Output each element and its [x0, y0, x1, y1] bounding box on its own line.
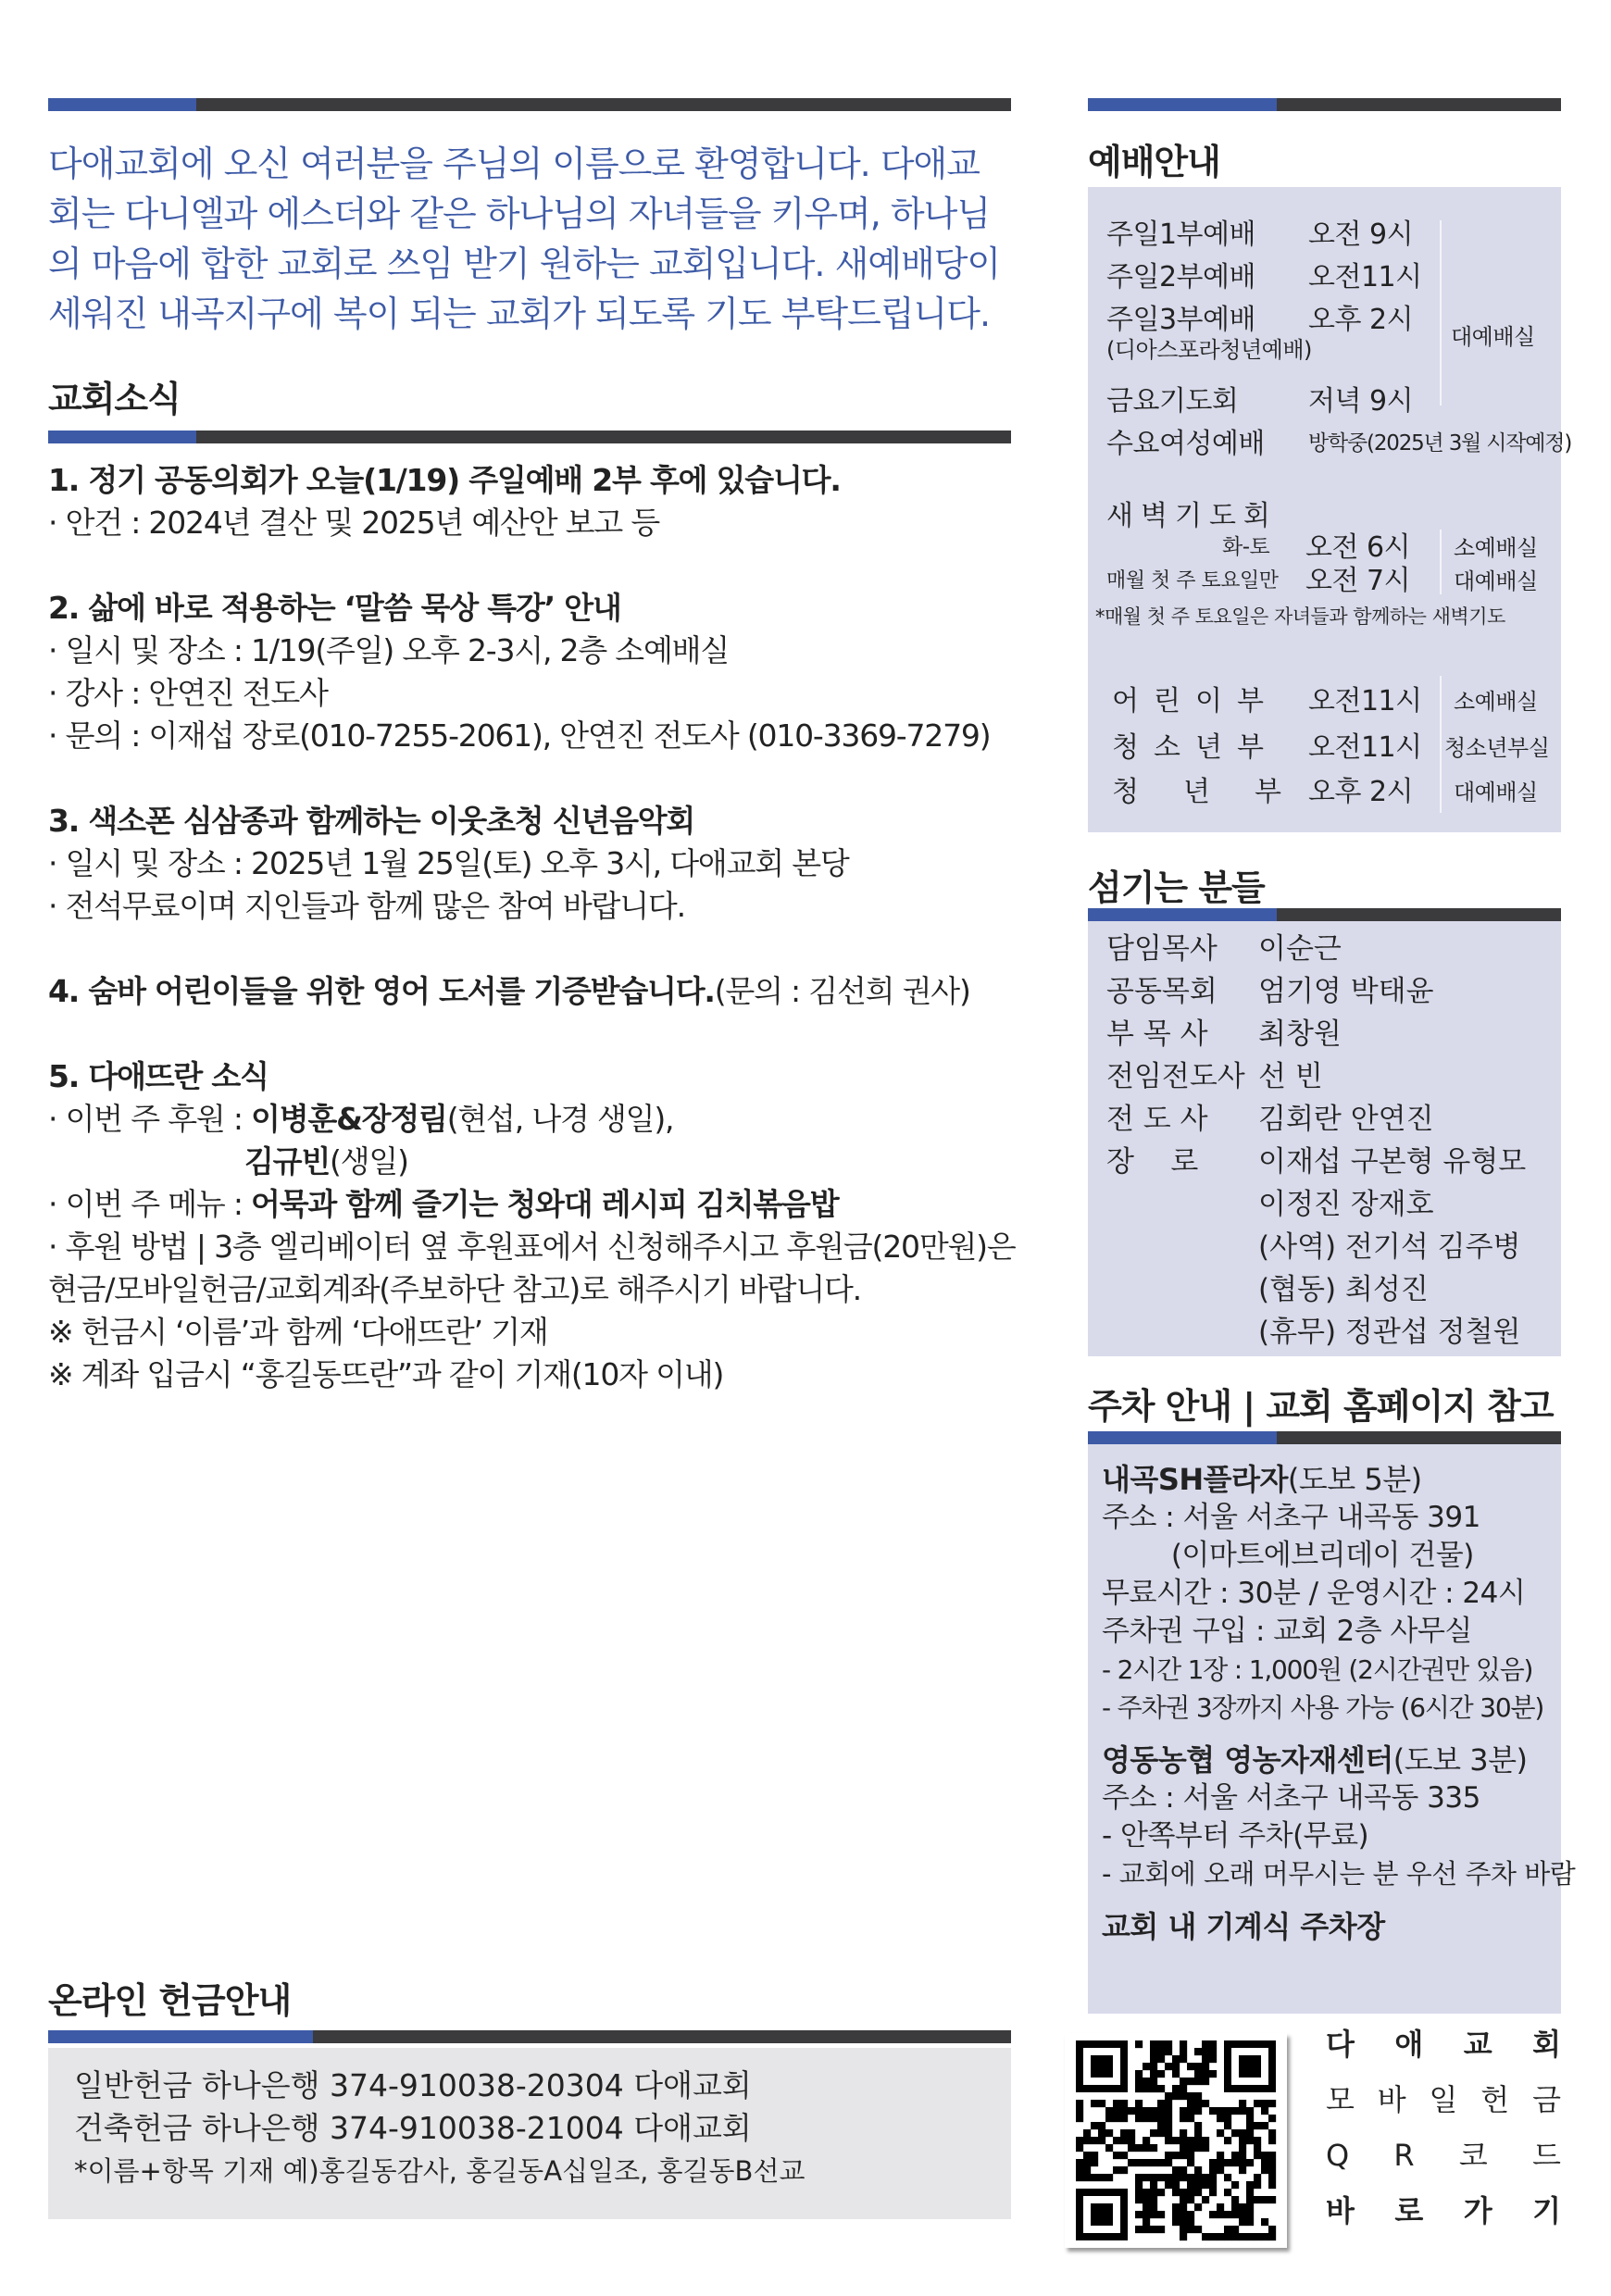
- parking-lot-3: 교회 내 기계식 주차장: [1102, 1909, 1385, 1944]
- parking-lot-name: 영동농협 영농자재센터: [1102, 1742, 1393, 1778]
- sponsor-name: 이병훈&장정림: [251, 1101, 447, 1137]
- column-divider: [1440, 220, 1442, 406]
- dept-name: 청소년부: [1112, 731, 1279, 764]
- service-time: 오전 9시: [1308, 218, 1414, 251]
- server-names: (사역) 전기석 김주병: [1258, 1230, 1521, 1264]
- worship-schedule-box: [1088, 187, 1572, 832]
- news-item-line: · 안건 : 2024년 결산 및 2025년 예산안 보고 등: [48, 505, 659, 541]
- sponsor-name: 김규빈: [244, 1143, 331, 1179]
- servers-heading: 섬기는 분들: [1088, 867, 1265, 908]
- church-news-list: [48, 459, 1020, 1396]
- server-row: [1106, 970, 1526, 1013]
- dept-name: 청년부: [1112, 776, 1326, 808]
- server-names: 이순근: [1258, 932, 1342, 966]
- giving-box: [48, 2048, 1011, 2219]
- parking-line: 주소 : 서울 서초구 내곡동 335: [1102, 1781, 1480, 1815]
- service-time: 방학중(2025년 3월 시작예정): [1308, 431, 1572, 455]
- server-role: [1106, 1226, 1258, 1268]
- sponsor-note: (생일): [330, 1143, 408, 1179]
- online-giving-heading: 온라인 헌금안내: [48, 1980, 292, 2021]
- news-item-line: · 문의 : 이재섭 장로(010-7255-2061), 안연진 전도사 (010-3369-7279): [48, 718, 991, 754]
- parking-line: - 안쪽부터 주차(무료): [1102, 1819, 1369, 1853]
- news-item-title-text: 4. 숨바 어린이들을 위한 영어 도서를 기증받습니다.: [48, 973, 715, 1009]
- news-item-title: 1. 정기 공동의회가 오늘(1/19) 주일예배 2부 후에 있습니다.: [48, 462, 841, 498]
- qr-caption-line: 바 로 가 기: [1326, 2193, 1561, 2228]
- dawn-note: *매월 첫 주 토요일은 자녀들과 함께하는 새벽기도: [1095, 605, 1505, 628]
- dept-time: 오전11시: [1308, 731, 1422, 764]
- server-names: 최창원: [1258, 1017, 1342, 1051]
- server-names: 엄기영 박태윤: [1258, 975, 1434, 1008]
- service-name: 주일1부예배: [1106, 218, 1255, 251]
- parking-lot-name: 내곡SH플라자: [1102, 1462, 1288, 1497]
- news-item-line: · 전석무료이며 지인들과 함께 많은 참여 바랍니다.: [48, 888, 685, 924]
- dept-room: 청소년부실: [1444, 735, 1550, 761]
- server-row: [1106, 1183, 1526, 1226]
- news-item-line: · 강사 : 안연진 전도사: [48, 675, 328, 711]
- sponsor-line-2: [48, 1141, 1020, 1183]
- parking-line: - 2시간 1장 : 1,000원 (2시간권만 있음): [1102, 1654, 1533, 1685]
- server-role: 전 도 사: [1106, 1103, 1208, 1136]
- sponsor-note: (현섭, 나경 생일),: [446, 1101, 674, 1137]
- general-offering-account: 일반헌금 하나은행 374-910038-20304 다애교회: [74, 2067, 752, 2103]
- qr-caption-line: Q R 코 드: [1326, 2138, 1561, 2173]
- server-role: [1106, 1268, 1258, 1311]
- news-item-line: · 일시 및 장소 : 2025년 1월 25일(토) 오후 3시, 다애교회 본당: [48, 845, 849, 881]
- server-role: [1106, 1183, 1258, 1226]
- walk-time: (도보 5분): [1287, 1462, 1422, 1497]
- service-time: 오후 2시: [1308, 304, 1414, 336]
- building-offering-account: 건축헌금 하나은행 374-910038-21004 다애교회: [74, 2110, 752, 2146]
- qr-caption-line: 다 애 교 회: [1326, 2027, 1561, 2062]
- qr-code-image[interactable]: [1065, 2033, 1287, 2248]
- server-names: 선 빈: [1258, 1060, 1323, 1093]
- walk-time: (도보 3분): [1392, 1742, 1528, 1778]
- server-row: [1106, 1268, 1526, 1311]
- dawn-time: 오전 6시: [1305, 531, 1411, 564]
- dawn-prayer-title: 새벽기도회: [1106, 500, 1278, 532]
- news-item-title: 5. 다애뜨란 소식: [48, 1058, 268, 1094]
- server-names: 김회란 안연진: [1258, 1103, 1434, 1136]
- server-row: [1106, 1098, 1526, 1141]
- worship-heading: 예배안내: [1088, 142, 1220, 182]
- news-item-title: 3. 색소폰 심삼종과 함께하는 이웃초청 신년음악회: [48, 803, 695, 839]
- sponsor-line: [48, 1098, 1020, 1141]
- news-item-line: ※ 헌금시 ‘이름’과 함께 ‘다애뜨란’ 기재: [48, 1314, 548, 1350]
- parking-line: 주소 : 서울 서초구 내곡동 391: [1102, 1501, 1480, 1534]
- server-role: [1106, 1311, 1258, 1354]
- parking-line: (이마트에브리데이 건물): [1102, 1539, 1474, 1572]
- parking-line: - 주차권 3장까지 사용 가능 (6시간 30분): [1102, 1692, 1544, 1723]
- server-row: [1106, 1141, 1526, 1183]
- parking-heading: 주차 안내 | 교회 홈페이지 참고: [1088, 1386, 1554, 1427]
- dept-time: 오후 2시: [1308, 776, 1414, 808]
- parking-line: 주차권 구입 : 교회 2층 사무실: [1102, 1615, 1472, 1648]
- top-divider-right: [1088, 98, 1561, 111]
- welcome-message: 다애교회에 오신 여러분을 주님의 이름으로 환영합니다. 다애교회는 다니엘과 에스더와 같은 하나님의 자녀들을 키우며, 하나님의 마음에 합한 교회로 쓰임 받기 원하는 교회입니다. 새예배당이 세워진 내곡지구에 복이 되는 교회가 되도록 기도 부탁드립니다.: [48, 144, 1001, 334]
- server-role: 담임목사: [1106, 932, 1218, 966]
- parking-lot-2: [1102, 1741, 1575, 1779]
- top-divider-left: [48, 98, 1011, 111]
- parking-info: [1102, 1455, 1575, 1946]
- menu-name: 어묵과 함께 즐기는 청와대 레시피 김치볶음밥: [251, 1186, 839, 1222]
- column-divider: [1440, 676, 1442, 813]
- sponsor-label: · 이번 주 후원 :: [48, 1101, 252, 1137]
- giving-note: *이름+항목 기재 예)홍길동감사, 홍길동A십일조, 홍길동B선교: [74, 2155, 806, 2187]
- service-time: 오전11시: [1308, 261, 1422, 293]
- menu-label: · 이번 주 메뉴 :: [48, 1186, 252, 1222]
- parking-line: 무료시간 : 30분 / 운영시간 : 24시: [1102, 1577, 1526, 1610]
- server-names: (휴무) 정관섭 정철원: [1258, 1316, 1521, 1349]
- dawn-days: 화-토: [1222, 535, 1270, 559]
- server-names: 이정진 장재호: [1258, 1188, 1434, 1221]
- server-row: [1106, 1055, 1526, 1098]
- menu-line: [48, 1183, 1020, 1226]
- server-role: 전임전도사: [1106, 1060, 1245, 1093]
- news-item-line: · 일시 및 장소 : 1/19(주일) 오후 2-3시, 2층 소예배실: [48, 632, 730, 668]
- dept-name: 어린이부: [1112, 685, 1279, 718]
- service-time: 저녁 9시: [1308, 385, 1414, 418]
- dept-room: 대예배실: [1454, 780, 1538, 805]
- qr-caption: [1326, 2016, 1561, 2239]
- news-item-line: ※ 계좌 입금시 “홍길동뜨란”과 같이 기재(10자 이내): [48, 1356, 724, 1392]
- dept-time: 오전11시: [1308, 685, 1422, 718]
- parking-lot-1: [1102, 1461, 1575, 1499]
- qr-caption-line: 모 바 일 헌 금: [1326, 2082, 1561, 2117]
- service-name: 금요기도회: [1106, 385, 1239, 418]
- service-room: 대예배실: [1451, 324, 1535, 350]
- server-names: (협동) 최성진: [1258, 1273, 1429, 1306]
- dawn-room: 소예배실: [1454, 535, 1538, 561]
- server-row: [1106, 1226, 1526, 1268]
- server-row: [1106, 1311, 1526, 1354]
- server-role: 장 로: [1106, 1145, 1199, 1179]
- server-row: [1106, 928, 1526, 970]
- column-divider: [1440, 530, 1442, 594]
- dawn-room: 대예배실: [1454, 568, 1538, 594]
- server-role: 부 목 사: [1106, 1017, 1208, 1051]
- service-name: 수요여성예배: [1106, 428, 1265, 460]
- news-item-title: 2. 삶에 바로 적용하는 ‘말씀 묵상 특강’ 안내: [48, 590, 621, 626]
- servers-list: [1106, 928, 1526, 1354]
- news-divider: [48, 430, 1011, 443]
- news-item-title: [48, 970, 1020, 1013]
- news-item-contact: (문의 : 김선희 권사): [714, 973, 970, 1009]
- server-names: 이재섭 구본형 유형모: [1258, 1145, 1527, 1179]
- dawn-days: 매월 첫 주 토요일만: [1106, 569, 1279, 593]
- service-name: 주일2부예배: [1106, 261, 1255, 293]
- church-news-heading: 교회소식: [48, 379, 181, 419]
- giving-divider: [48, 2030, 1011, 2043]
- dept-room: 소예배실: [1454, 689, 1538, 715]
- news-item-line: · 후원 방법 | 3층 엘리베이터 옆 후원표에서 신청해주시고 후원금(20만원)은 현금/모바일헌금/교회계좌(주보하단 참고)로 해주시기 바랍니다.: [48, 1229, 1016, 1307]
- service-name: 주일3부예배: [1106, 304, 1255, 336]
- parking-line: - 교회에 오래 머무시는 분 우선 주차 바람: [1102, 1858, 1576, 1890]
- server-role: 공동목회: [1106, 975, 1218, 1008]
- dawn-time: 오전 7시: [1305, 565, 1411, 597]
- service-note: (디아스포라청년예배): [1106, 337, 1312, 363]
- servers-divider: [1088, 908, 1561, 921]
- server-row: [1106, 1013, 1526, 1055]
- parking-divider: [1088, 1431, 1561, 1444]
